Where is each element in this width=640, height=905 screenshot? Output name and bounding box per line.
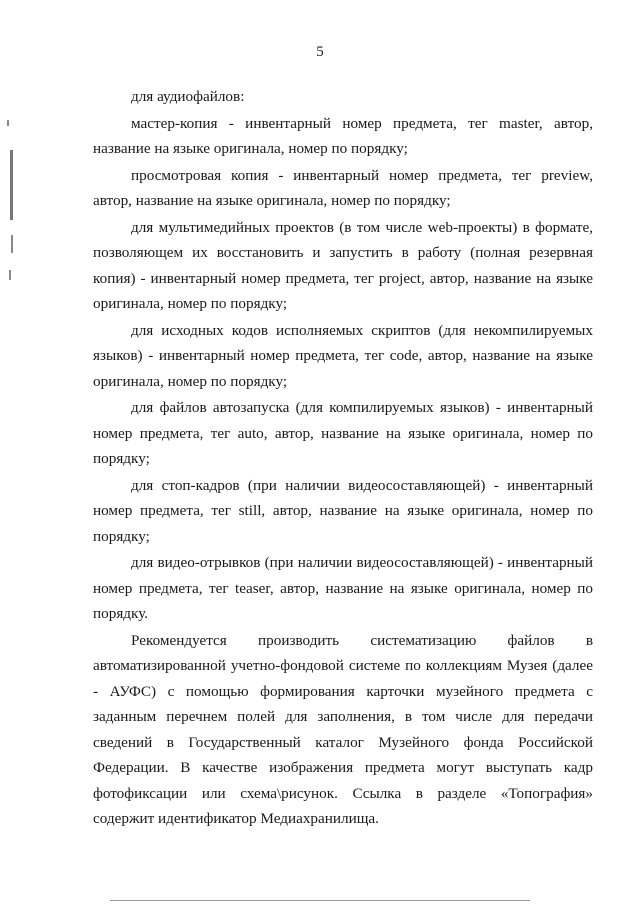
scan-artifact-bottom-edge: [110, 900, 530, 901]
paragraph-still-frames: для стоп-кадров (при наличии видеосоставляющей) - инвентарный номер предмета, тег still, автор, название на языке оригинала, номер по порядку;: [93, 476, 593, 545]
scan-artifact-left-margin: [7, 110, 23, 350]
paragraph-audio-heading: для аудиофайлов:: [131, 88, 245, 105]
paragraph-autorun-files: для файлов автозапуска (для компилируемых языков) - инвентарный номер предмета, тег auto, автор, название на языке оригинала, номер по порядку;: [93, 399, 593, 467]
paragraph-video-teasers: для видео-отрывков (при наличии видеосоставляющей) - инвентарный номер предмета, тег teaser, автор, название на языке оригинала, номер по порядку.: [93, 554, 593, 622]
paragraph-recommendation: Рекомендуется производить систематизацию файлов в автоматизированной учетно-фондовой системе по коллекциям Музея (далее - АУФС) с помощью формирования карточки музейного предмета с заданным перечнем полей для заполнения, в том числе для передачи сведений в Государственный каталог Музейного фонда Российской Федерации. В качестве изображения предмета могут выступать кадр фотофиксации или схема\рисунок. Ссылка в разделе «Топография» содержит идентификатор Медиахранилища.: [93, 631, 593, 827]
paragraph-preview-copy: просмотровая копия - инвентарный номер предмета, тег preview, автор, название на языке оригинала, номер по порядку;: [93, 166, 593, 209]
paragraph-source-code: для исходных кодов исполняемых скриптов (для некомпилируемых языков) - инвентарный номер предмета, тег code, автор, название на языке оригинала, номер по порядку;: [93, 321, 593, 390]
paragraph-master-copy: мастер-копия - инвентарный номер предмета, тег master, автор, название на языке оригинала, номер по порядку;: [93, 114, 593, 157]
document-body: [93, 84, 593, 832]
page-number: 5: [316, 44, 324, 60]
paragraph-multimedia-projects: для мультимедийных проектов (в том числе web-проекты) в формате, позволяющем их восстановить и запустить в работу (полная резервная копия) - инвентарный номер предмета, тег project, автор, название на языке оригинала, номер по порядку;: [93, 218, 593, 312]
